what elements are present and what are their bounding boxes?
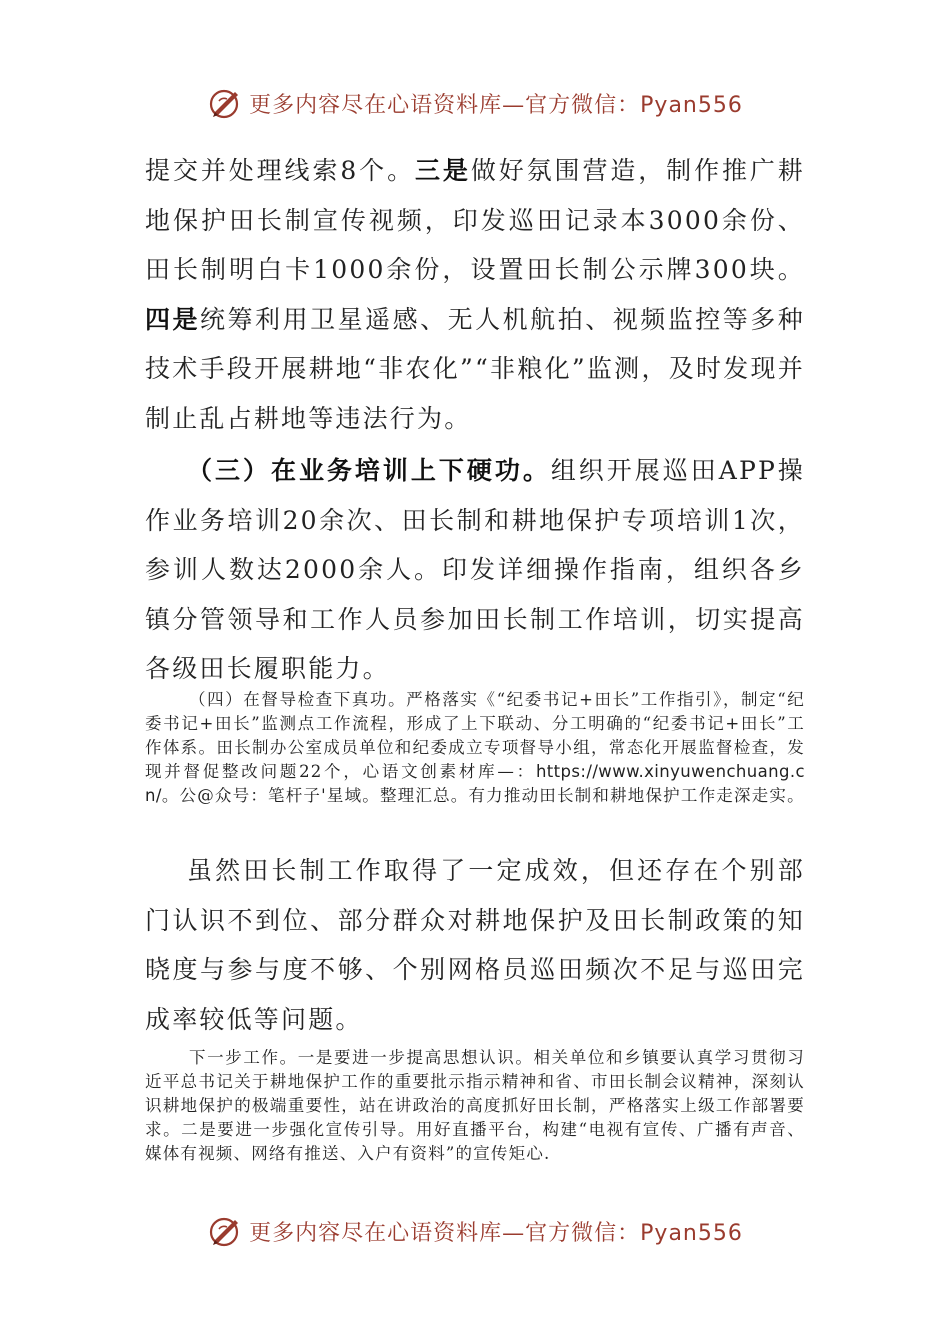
pen-logo-icon — [207, 1213, 243, 1249]
paragraph-next-steps: 下一步工作。一是要进一步提高思想认识。相关单位和乡镇要认真学习贯彻习近平总书记关于耕地保护工作的重要批示指示精神和省、市田长制会议精神，深刻认识耕地保护的极端重要性，站在讲政治的高度抓好田长制，严格落实上级工作部署要求。二是要进一步强化宣传引导。用好直播平台，构建“电视有宣传、广播有声音、媒体有视频、网络有推送、入户有资料”的宣传矩心. — [145, 1048, 805, 1163]
paragraph-supervision: （四）在督导检查下真功。严格落实《“纪委书记+田长”工作指引》，制定“纪委书记+田长”监测点工作流程，形成了上下联动、分工明确的“纪委书记+田长”工作体系。田长制办公室成员单位和纪委成立专项督导小组，常态化开展监督检查，发现并督促整改问题22个，心语文创素材库—：https://www.xinyuwenchuang.cn/。公@众号：笔杆子'星域。整理汇总。有力推动田长制和耕地保护工作走深走实。 — [145, 690, 805, 805]
banner-text: 更多内容尽在心语资料库—官方微信：Pyan556 — [249, 92, 743, 118]
paragraph-business-training: （三）在业务培训上下硬功。组织开展巡田APP操作业务培训20余次、田长制和耕地保护专项培训1次，参训人数达2000余人。印发详细操作指南，组织各乡镇分管领导和工作人员参加田长制工作培训，切实提高各级田长履职能力。 — [145, 456, 806, 683]
paragraph-continuation: 提交并处理线索8个。三是做好氛围营造，制作推广耕地保护田长制宣传视频，印发巡田记录本3000余份、田长制明白卡1000余份，设置田长制公示牌300块。四是统筹利用卫星遥感、无人机航拍、视频监控等多种技术手段开展耕地“非农化”“非粮化”监测，及时发现并制止乱占耕地等违法行为。 — [145, 156, 805, 433]
bottom-watermark-banner — [0, 1211, 950, 1251]
source-url: https://www.xinyuwenchuang.cn/ — [145, 762, 805, 805]
top-watermark-banner — [0, 83, 950, 123]
paragraph-problems: 虽然田长制工作取得了一定成效，但还存在个别部门认识不到位、部分群众对耕地保护及田长制政策的知晓度与参与度不够、个别网格员巡田频次不足与巡田完成率较低等问题。 — [145, 856, 805, 1034]
banner-text: 更多内容尽在心语资料库—官方微信：Pyan556 — [249, 1220, 743, 1246]
pen-logo-icon — [207, 85, 243, 121]
